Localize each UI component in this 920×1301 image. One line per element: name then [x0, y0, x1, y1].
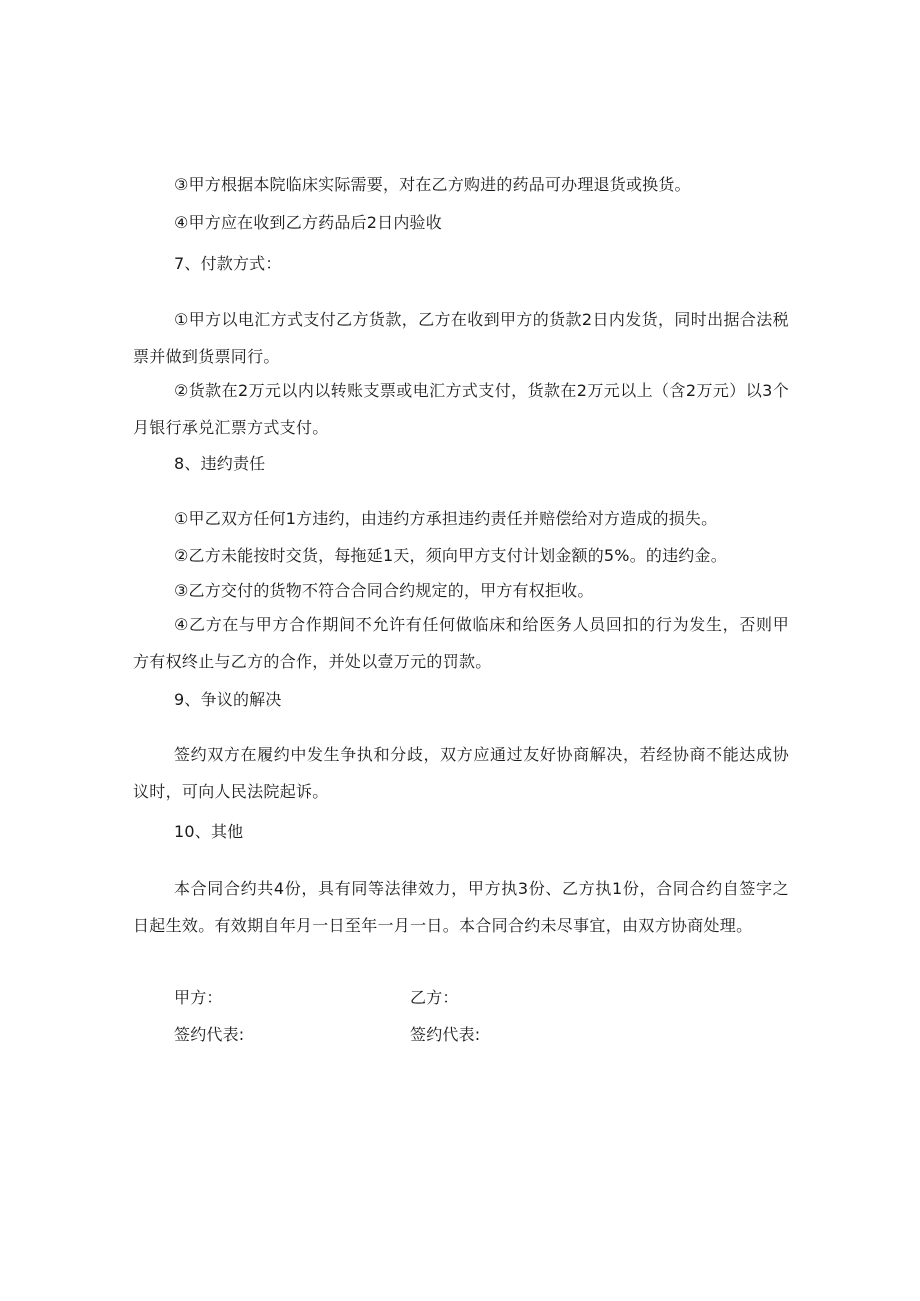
- clause-6-item-3: ③甲方根据本院临床实际需要，对在乙方购进的药品可办理退货或换货。: [174, 175, 691, 194]
- clause-7-item-1: ①甲方以电汇方式支付乙方货款，乙方在收到甲方的货款2日内发货，同时出据合法税票并做到货票同行。: [133, 310, 789, 366]
- party-b-label: 乙方：: [410, 988, 459, 1007]
- clause-10-body: 本合同合约共4份，具有同等法律效力，甲方执3份、乙方执1份，合同合约自签字之日起生效。有效期自年月一日至年一月一日。本合同合约未尽事宜，由双方协商处理。: [133, 879, 789, 935]
- clause-7-item-2: ②货款在2万元以内以转账支票或电汇方式支付，货款在2万元以上（含2万元）以3个月银行承兑汇票方式支付。: [133, 381, 789, 437]
- clause-8-item-2: ②乙方未能按时交货，每拖延1天，须向甲方支付计划金额的5%。的违约金。: [174, 546, 727, 565]
- clause-8-item-4: ④乙方在与甲方合作期间不允许有任何做临床和给医务人员回扣的行为发生，否则甲方有权终止与乙方的合作，并处以壹万元的罚款。: [133, 615, 789, 671]
- clause-8-item-1: ①甲乙双方任何1方违约，由违约方承担违约责任并赔偿给对方造成的损失。: [174, 509, 718, 528]
- party-a-rep-label: 签约代表:: [174, 1025, 245, 1044]
- clause-9-body: 签约双方在履约中发生争执和分歧，双方应通过友好协商解决，若经协商不能达成协议时，可向人民法院起诉。: [133, 745, 789, 801]
- clause-8-item-3: ③乙方交付的货物不符合合同合约规定的，甲方有权拒收。: [174, 581, 594, 600]
- clause-7-heading: 7、付款方式：: [174, 254, 282, 273]
- clause-8-heading: 8、违约责任: [174, 454, 266, 473]
- party-b-rep-label: 签约代表:: [410, 1025, 481, 1044]
- party-a-label: 甲方：: [174, 988, 223, 1007]
- clause-9-heading: 9、争议的解决: [174, 690, 282, 709]
- clause-10-heading: 10、其他: [174, 822, 244, 841]
- clause-6-item-4: ④甲方应在收到乙方药品后2日内验收: [174, 213, 442, 232]
